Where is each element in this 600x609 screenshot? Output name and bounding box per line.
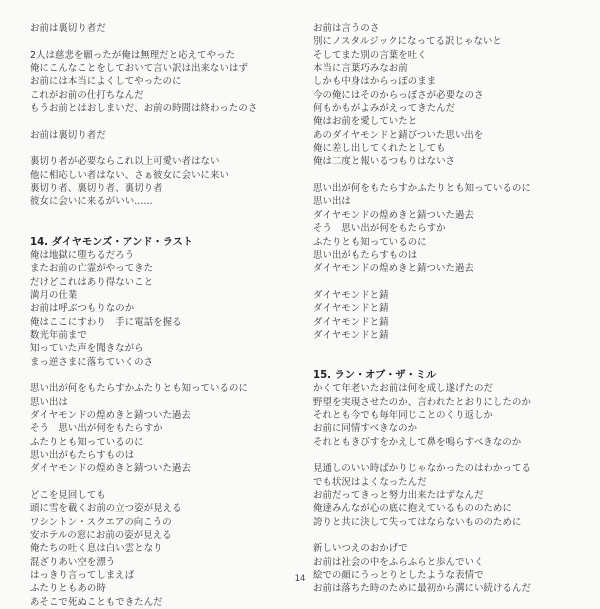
page-number: 14 xyxy=(294,574,306,584)
lyric-line: ふたりともあの時 xyxy=(30,583,106,595)
lyric-line: まっ逆さまに落ちていくのさ xyxy=(30,356,154,368)
lyric-line: 見通しのいい時ばかりじゃなかったのはわかってる xyxy=(313,463,531,475)
stanza-break xyxy=(313,449,575,462)
song-title: 14. ダイヤモンズ・アンド・ラスト xyxy=(30,236,193,248)
stanza-break xyxy=(313,356,575,369)
lyric-line: ダイヤモンドの煌めきと錆ついた過去 xyxy=(30,463,191,475)
lyric-line: 新しいつえのおかげで xyxy=(313,543,408,555)
lyric-line: お前は落ちた時のために最初から溝にい続けるんだ xyxy=(313,583,531,595)
lyric-line: 何もかもがよみがえってきたんだ xyxy=(313,103,456,115)
lyric-line: お前は社会の中をふらふらと歩んでいく xyxy=(313,556,484,568)
stanza-break xyxy=(313,276,575,289)
lyric-line: 裏切り者が必要ならこれ以上可愛い者はない xyxy=(30,156,220,168)
lyric-line: でも状況はよくなったんだ xyxy=(313,476,427,488)
lyric-line: ダイヤモンドの煌めきと錆ついた過去 xyxy=(30,409,191,421)
lyric-line: 2人は慈悲を願ったが俺は無理だと応えてやった xyxy=(30,49,236,61)
lyric-line: 他に相応しい者はない、さぁ彼女に会いに来い xyxy=(30,169,229,181)
lyric-line: 思い出が何をもたらすかふたりとも知っているのに xyxy=(313,183,531,195)
lyric-line: どこを見回しても xyxy=(30,490,106,502)
lyric-line: これがお前の仕打ちなんだ xyxy=(30,89,144,101)
lyrics-left-column xyxy=(30,22,292,609)
lyric-line: お前は裏切り者だ xyxy=(30,129,106,141)
lyric-line: だけどこれはあり得ないこと xyxy=(30,276,154,288)
lyric-line: 混ざりあい空を漂う xyxy=(30,556,116,568)
lyric-line: 数光年前まで xyxy=(30,329,87,341)
lyric-line: 思い出は xyxy=(313,196,351,208)
lyric-line: もうお前とはおしまいだ、お前の時間は終わったのさ xyxy=(30,103,258,115)
lyric-line: ふたりとも知っているのに xyxy=(313,236,427,248)
lyric-line: それともきびすをかえして鼻を鳴らすべきなのか xyxy=(313,436,522,448)
lyric-line: ダイヤモンドと錆 xyxy=(313,303,389,315)
lyric-line: ダイヤモンドと錆 xyxy=(313,289,389,301)
lyric-line: 俺は二度と報いるつもりはないさ xyxy=(313,156,456,168)
lyric-line: あのダイヤモンドと錆びついた思い出を xyxy=(313,129,484,141)
stanza-break xyxy=(313,342,575,355)
stanza-break xyxy=(30,35,292,48)
lyric-line: 絵での顔にうっとりとしたような表情で xyxy=(313,570,484,582)
lyric-line: お前には本当によくしてやったのに xyxy=(30,76,182,88)
lyric-line: ダイヤモンドの煌めきと錆ついた過去 xyxy=(313,209,474,221)
lyric-line: 安ホテルの窓にお前の姿が見える xyxy=(30,530,172,542)
lyric-line: 思い出がもたらすものは xyxy=(30,450,135,461)
lyric-line: 思い出がもたらすものは xyxy=(313,249,418,261)
stanza-break xyxy=(313,169,575,182)
lyric-line: 俺たちの吐く息は白い雲となり xyxy=(30,543,163,555)
lyric-line: それとも今でも毎年同じことのくり返しか xyxy=(313,409,494,421)
lyric-line: お前に同情すべきなのか xyxy=(313,423,418,435)
lyric-line: 裏切り者、裏切り者、裏切り者 xyxy=(30,183,163,195)
song-title: 15. ラン・オブ・ザ・ミル xyxy=(313,369,437,381)
lyric-line: ふたりとも知っているのに xyxy=(30,436,144,448)
lyric-line: そう 思い出が何をもたらすか xyxy=(30,423,163,435)
lyric-line: 今の俺にはそのからっぽさが必要なのさ xyxy=(313,89,484,101)
lyric-line: はっきり言ってしまえば xyxy=(30,570,135,582)
lyric-line: お前は言うのさ xyxy=(313,23,380,34)
lyric-line: そう 思い出が何をもたらすか xyxy=(313,223,446,235)
lyric-line: あそこで死ぬこともできたんだ xyxy=(30,596,163,608)
lyric-line: ダイヤモンドと錆 xyxy=(313,316,389,328)
stanza-break xyxy=(30,222,292,235)
lyric-line: ワシントン・スクエアの向こうの xyxy=(30,516,172,528)
stanza-break xyxy=(30,476,292,489)
stanza-break xyxy=(30,115,292,128)
lyric-line: 俺にこんなことをしておいて言い訳は出来ないはず xyxy=(30,63,248,75)
stanza-break xyxy=(30,209,292,222)
lyric-line: お前だってきっと努力出来たはずなんだ xyxy=(313,490,484,502)
lyric-line: 満月の仕業 xyxy=(30,289,78,301)
lyric-line: 本当に言葉巧みなお前 xyxy=(313,63,408,75)
lyric-line: 別にノスタルジックになってる訳じゃないと xyxy=(313,36,502,48)
lyric-line: 誇りと共に決して失ってはならないもののために xyxy=(313,516,522,528)
lyric-line: 俺に差し出してくれたとしても xyxy=(313,143,446,155)
stanza-break xyxy=(30,369,292,382)
lyric-line: ダイヤモンドの煌めきと錆ついた過去 xyxy=(313,263,474,275)
lyric-line: 思い出は xyxy=(30,396,68,408)
lyric-line: お前は呼ぶつもりなのか xyxy=(30,303,135,315)
stanza-break xyxy=(313,529,575,542)
lyric-line: 俺はここにすわり 手に電話を握る xyxy=(30,316,182,328)
lyric-line: 野望を実現させたのか、言われたとおりにしたのか xyxy=(313,396,531,408)
lyric-line: お前は裏切り者だ xyxy=(30,23,106,34)
lyric-line: 俺はお前を愛していたと xyxy=(313,116,418,128)
lyric-line: 彼女に会いに来るがいい...... xyxy=(30,196,153,208)
lyrics-right-column xyxy=(313,22,575,596)
lyric-line: かくて年老いたお前は何を成し遂げたのだ xyxy=(313,383,494,395)
lyric-line: 俺は地獄に堕ちるだろう xyxy=(30,249,135,261)
lyric-line: 頭に雪を載くお前の立つ姿が見える xyxy=(30,503,182,515)
lyric-line: しかも中身はからっぽのまま xyxy=(313,76,437,88)
lyric-line: 俺達みんなが心の底に抱えているもののために xyxy=(313,503,512,515)
lyric-line: またお前の亡霊がやってきた xyxy=(30,263,154,275)
stanza-break xyxy=(30,142,292,155)
lyric-line: ダイヤモンドと錆 xyxy=(313,329,389,341)
lyric-line: 知っていた声を聞きながら xyxy=(30,343,144,355)
lyric-line: そしてまた別の言葉を吐く xyxy=(313,49,427,61)
lyric-line: 思い出が何をもたらすかふたりとも知っているのに xyxy=(30,383,248,395)
